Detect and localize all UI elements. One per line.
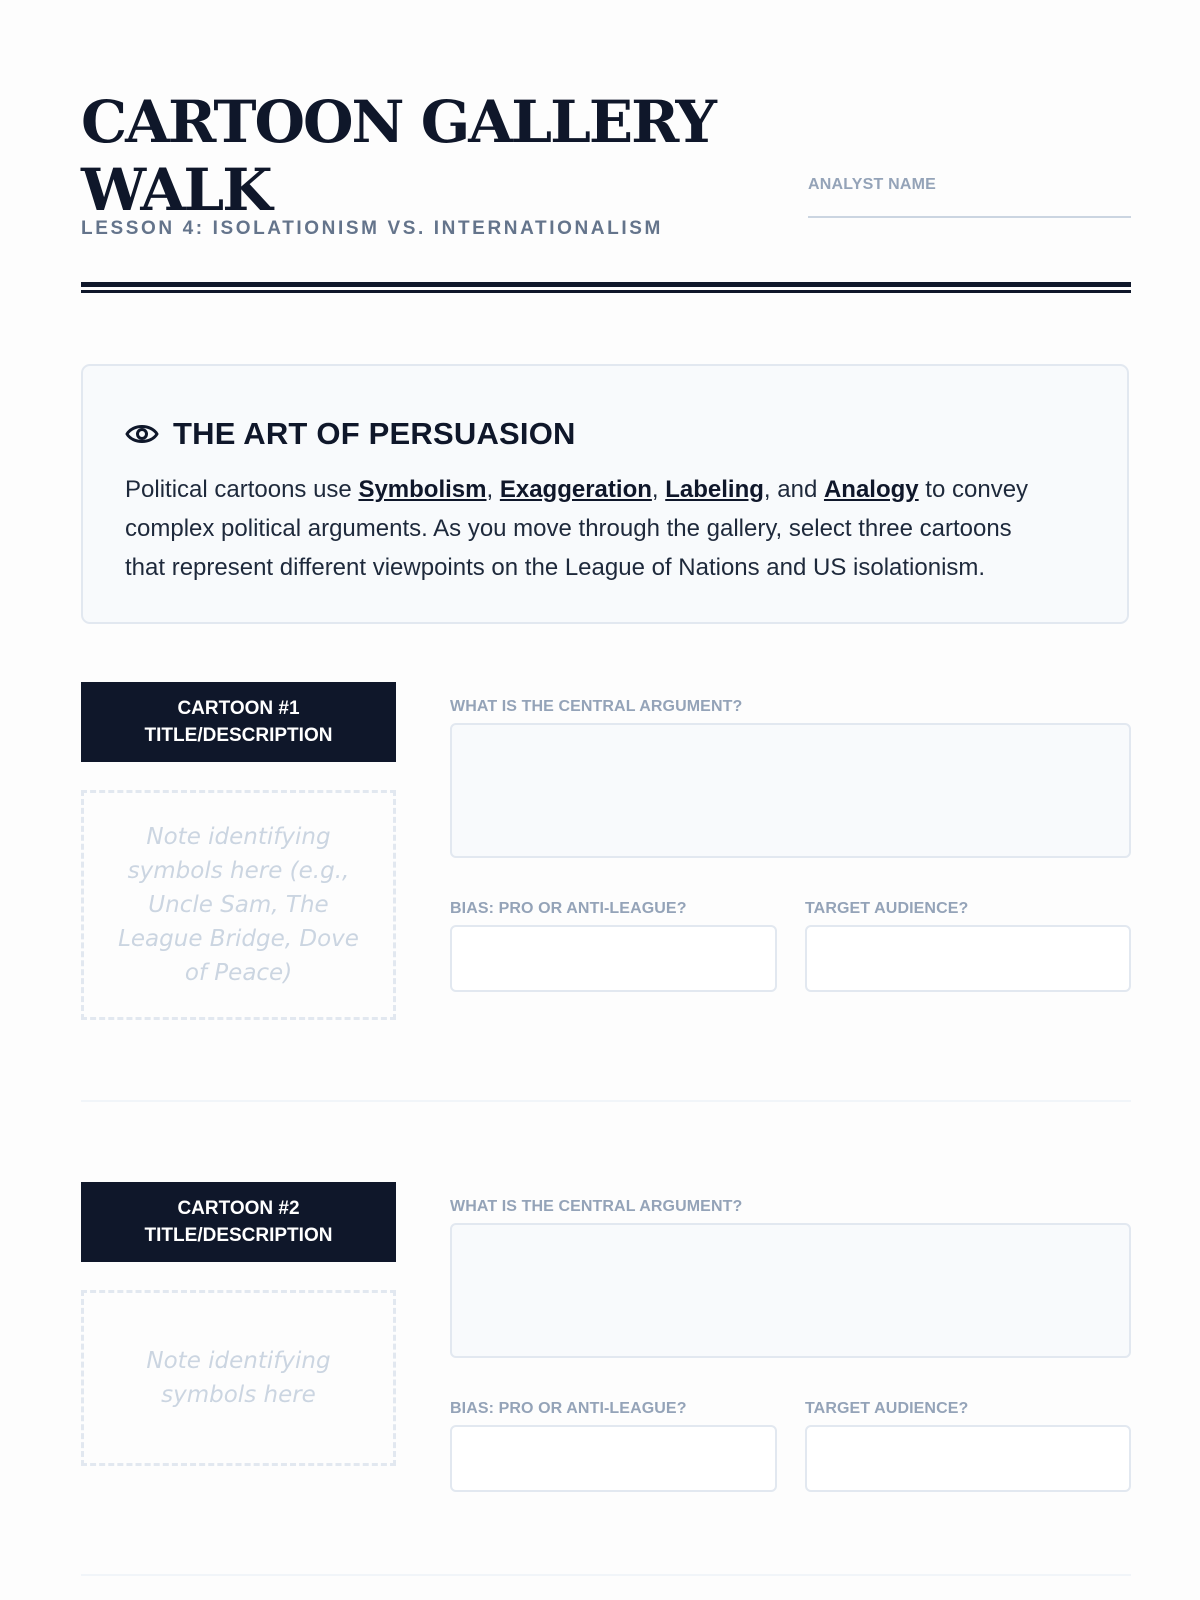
target-audience-label: TARGET AUDIENCE? (805, 900, 969, 917)
target-audience-label: TARGET AUDIENCE? (805, 1400, 969, 1417)
bias-label: BIAS: PRO OR ANTI-LEAGUE? (450, 900, 687, 917)
cartoon-title-bar (81, 1182, 396, 1262)
symbols-note-box[interactable]: Note identifying symbols here (81, 1290, 396, 1466)
section-divider (81, 1574, 1131, 1576)
cartoon-section-1 (81, 682, 1131, 1022)
target-audience-input[interactable] (805, 1425, 1131, 1492)
bias-input[interactable] (450, 925, 777, 992)
cartoon-number: CARTOON #1 (177, 698, 300, 719)
cartoon-section-2 (81, 1182, 1131, 1502)
page-title: CARTOON GALLERY WALK (81, 88, 715, 224)
bias-input[interactable] (450, 1425, 777, 1492)
intro-text: Political cartoons use Symbolism, Exaggeration, Labeling, and Analogy to convey complex political arguments. As you move through the gallery, select three cartoons that represent different viewpoints on the League of Nations and US isolationism. (125, 476, 1029, 581)
cartoon-title-bar (81, 682, 396, 762)
section-divider (81, 1100, 1131, 1102)
central-argument-label: WHAT IS THE CENTRAL ARGUMENT? (450, 1198, 743, 1215)
central-argument-label: WHAT IS THE CENTRAL ARGUMENT? (450, 698, 743, 715)
term-analogy: Analogy (823, 476, 919, 503)
bias-label: BIAS: PRO OR ANTI-LEAGUE? (450, 1400, 687, 1417)
central-argument-input[interactable] (450, 1223, 1131, 1358)
symbols-note-box[interactable]: Note identifying symbols here (e.g., Uncle Sam, The League Bridge, Dove of Peace) (81, 790, 396, 1020)
intro-card (81, 364, 1129, 624)
cartoon-title-description: TITLE/DESCRIPTION (144, 1225, 333, 1246)
eye-icon (125, 421, 159, 447)
header-divider (81, 282, 1131, 293)
lesson-subtitle: LESSON 4: ISOLATIONISM VS. INTERNATIONALISM (81, 218, 663, 239)
central-argument-input[interactable] (450, 723, 1131, 858)
analyst-name-field[interactable] (808, 176, 1131, 218)
analyst-name-label: ANALYST NAME (808, 176, 937, 193)
target-audience-input[interactable] (805, 925, 1131, 992)
term-labeling: Labeling (665, 476, 764, 503)
intro-heading (125, 416, 576, 452)
term-exaggeration: Exaggeration (499, 476, 652, 503)
analyst-name-line[interactable] (808, 216, 1131, 218)
intro-title: THE ART OF PERSUASION (173, 416, 576, 451)
cartoon-number: CARTOON #2 (177, 1198, 300, 1219)
term-symbolism: Symbolism (358, 476, 487, 503)
cartoon-title-description: TITLE/DESCRIPTION (144, 725, 333, 746)
